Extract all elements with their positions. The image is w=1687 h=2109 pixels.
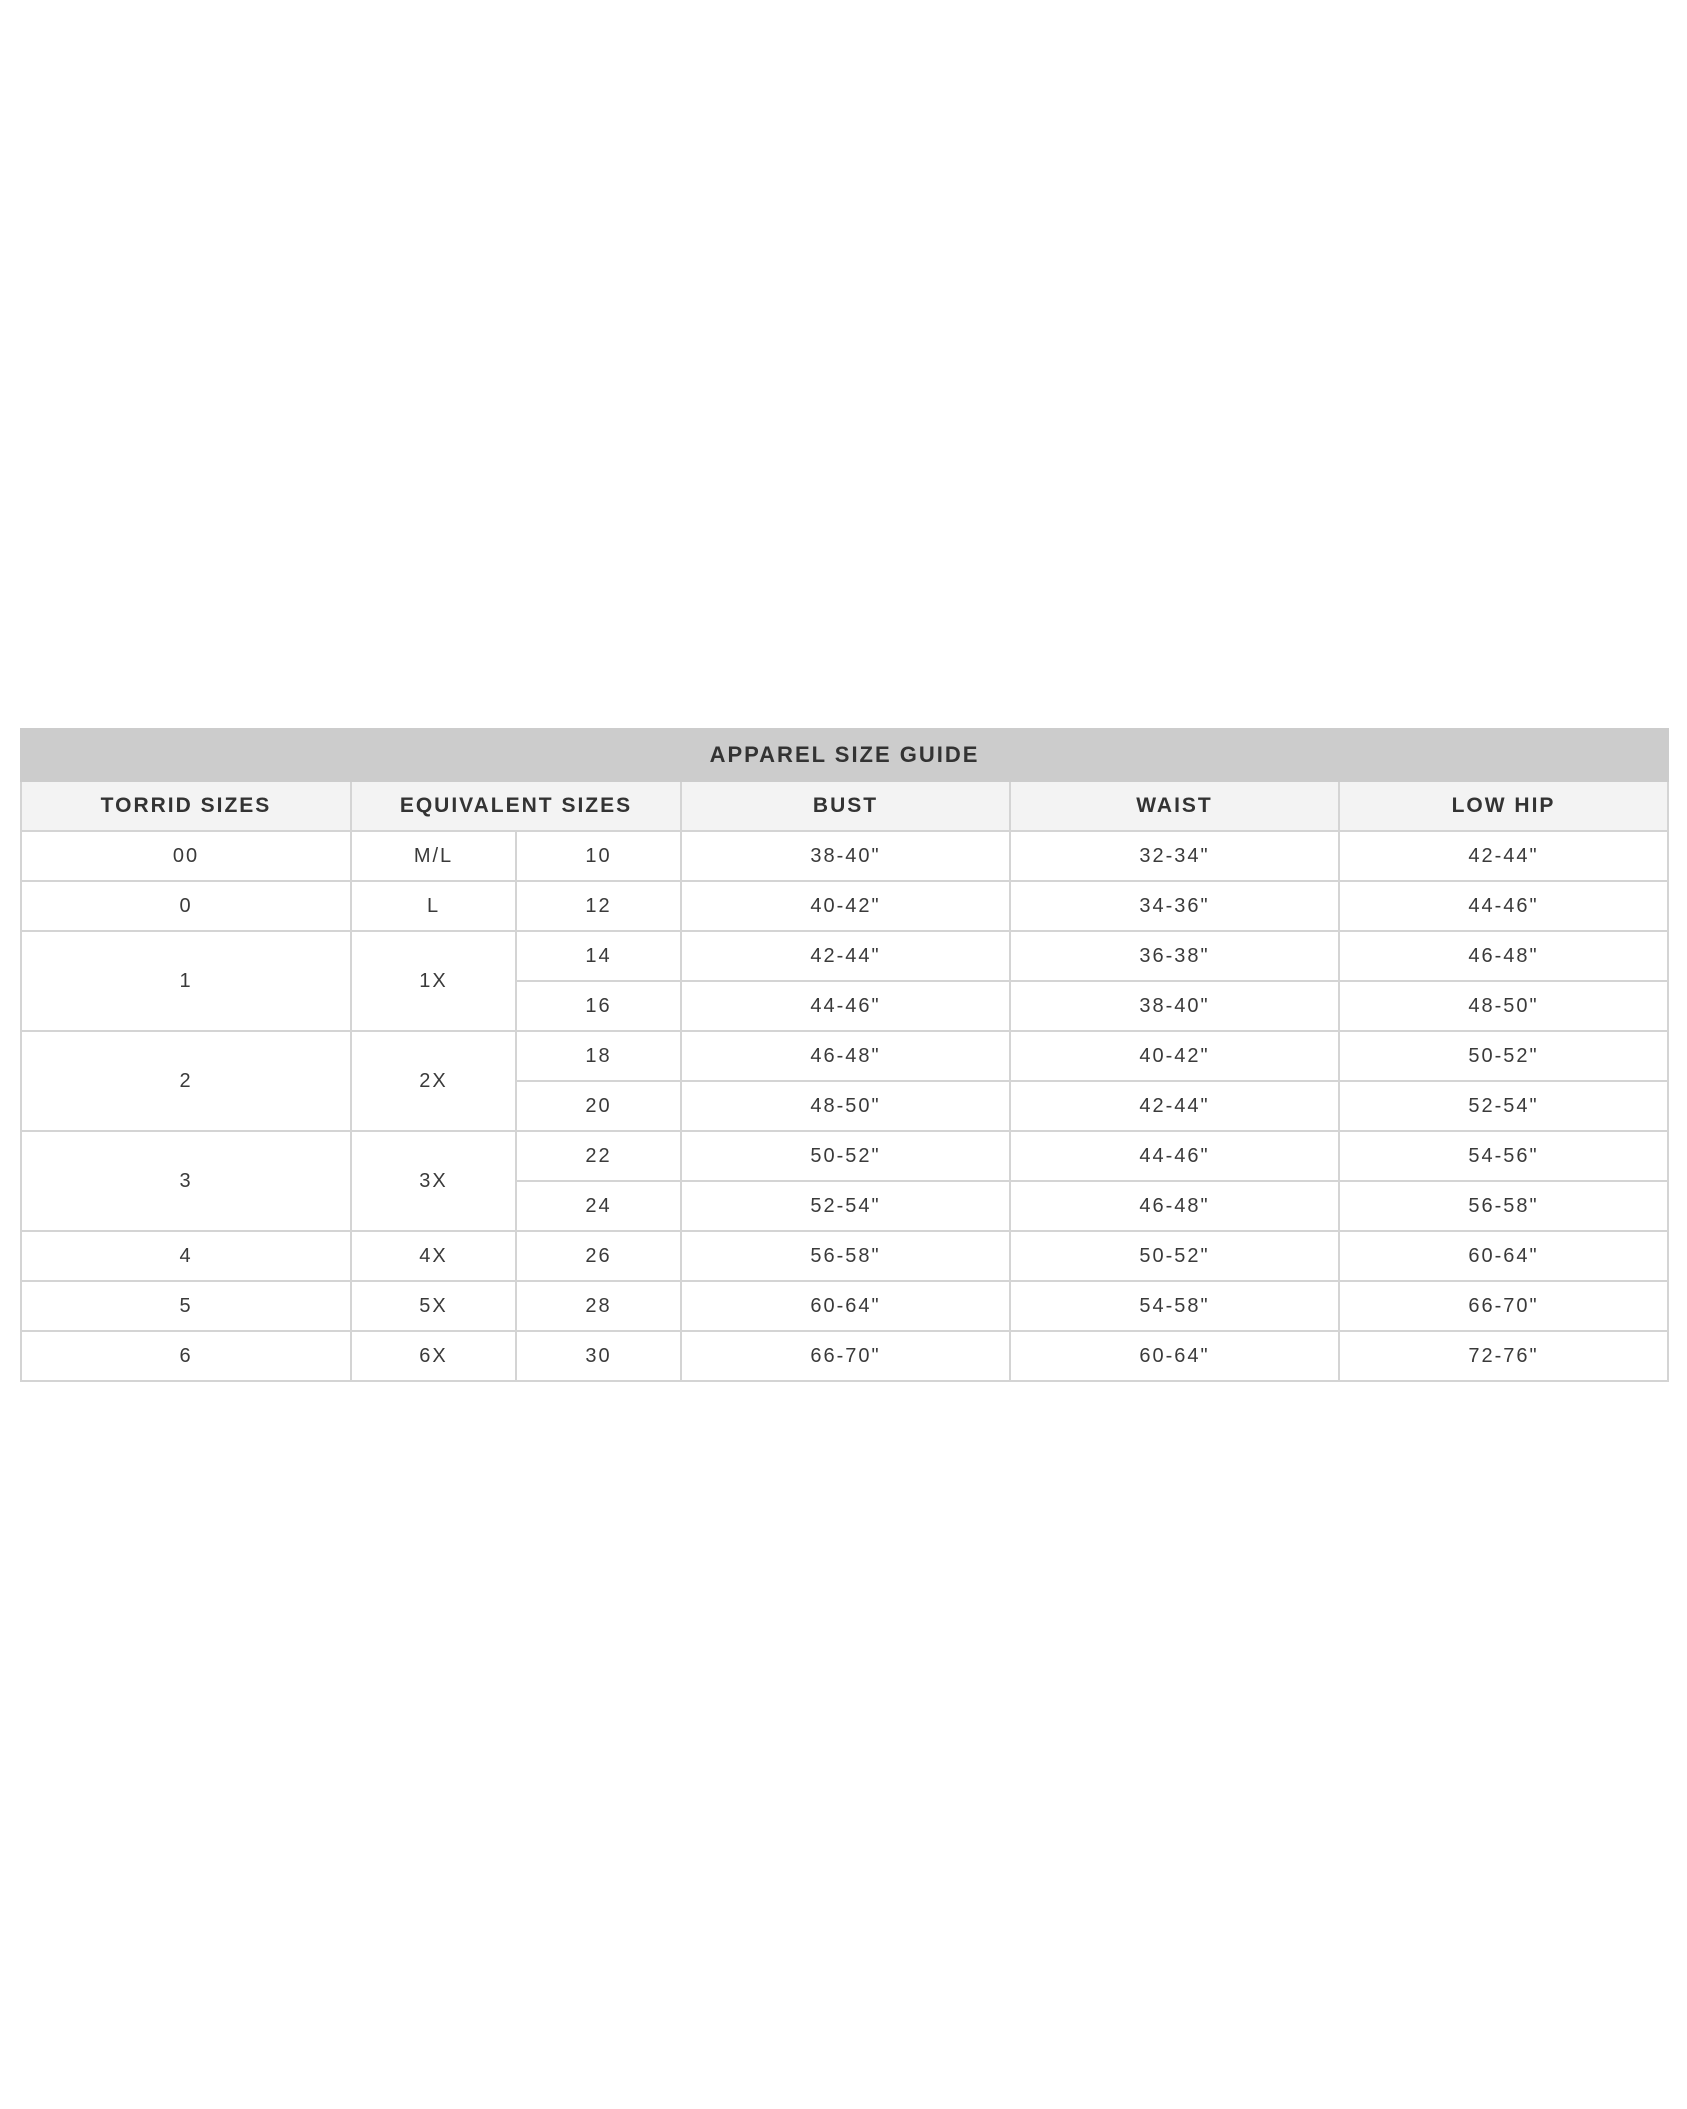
low-hip-cell: 52-54" — [1339, 1081, 1668, 1131]
waist-cell: 36-38" — [1010, 931, 1339, 981]
header-torrid-sizes: TORRID SIZES — [21, 781, 351, 831]
torrid-size-cell: 5 — [21, 1281, 351, 1331]
bust-cell: 60-64" — [681, 1281, 1010, 1331]
header-low-hip: LOW HIP — [1339, 781, 1668, 831]
equivalent-letter-cell: L — [351, 881, 516, 931]
equivalent-letter-cell: 3X — [351, 1131, 516, 1231]
table-row — [21, 1281, 1668, 1331]
table-row — [21, 831, 1668, 881]
equivalent-letter-cell: 6X — [351, 1331, 516, 1381]
header-equivalent-sizes: EQUIVALENT SIZES — [351, 781, 681, 831]
torrid-size-cell: 2 — [21, 1031, 351, 1131]
waist-cell: 32-34" — [1010, 831, 1339, 881]
waist-cell: 38-40" — [1010, 981, 1339, 1031]
equivalent-numeric-cell: 18 — [516, 1031, 681, 1081]
equivalent-letter-cell: 1X — [351, 931, 516, 1031]
equivalent-numeric-cell: 22 — [516, 1131, 681, 1181]
equivalent-numeric-cell: 12 — [516, 881, 681, 931]
equivalent-numeric-cell: 10 — [516, 831, 681, 881]
equivalent-numeric-cell: 24 — [516, 1181, 681, 1231]
equivalent-numeric-cell: 30 — [516, 1331, 681, 1381]
table-row — [21, 931, 1668, 981]
bust-cell: 44-46" — [681, 981, 1010, 1031]
low-hip-cell: 50-52" — [1339, 1031, 1668, 1081]
table-title: APPAREL SIZE GUIDE — [21, 729, 1668, 781]
equivalent-numeric-cell: 16 — [516, 981, 681, 1031]
equivalent-letter-cell: 2X — [351, 1031, 516, 1131]
waist-cell: 34-36" — [1010, 881, 1339, 931]
table-row — [21, 1331, 1668, 1381]
equivalent-numeric-cell: 28 — [516, 1281, 681, 1331]
torrid-size-cell: 6 — [21, 1331, 351, 1381]
table-row — [21, 881, 1668, 931]
equivalent-letter-cell: 4X — [351, 1231, 516, 1281]
low-hip-cell: 54-56" — [1339, 1131, 1668, 1181]
torrid-size-cell: 00 — [21, 831, 351, 881]
size-table-body — [21, 831, 1668, 1381]
bust-cell: 48-50" — [681, 1081, 1010, 1131]
bust-cell: 66-70" — [681, 1331, 1010, 1381]
bust-cell: 50-52" — [681, 1131, 1010, 1181]
waist-cell: 40-42" — [1010, 1031, 1339, 1081]
low-hip-cell: 56-58" — [1339, 1181, 1668, 1231]
waist-cell: 42-44" — [1010, 1081, 1339, 1131]
size-guide-table — [20, 728, 1669, 1382]
bust-cell: 38-40" — [681, 831, 1010, 881]
equivalent-numeric-cell: 20 — [516, 1081, 681, 1131]
torrid-size-cell: 3 — [21, 1131, 351, 1231]
equivalent-letter-cell: M/L — [351, 831, 516, 881]
low-hip-cell: 48-50" — [1339, 981, 1668, 1031]
header-row — [21, 781, 1668, 831]
table-row — [21, 1131, 1668, 1181]
waist-cell: 44-46" — [1010, 1131, 1339, 1181]
equivalent-numeric-cell: 26 — [516, 1231, 681, 1281]
waist-cell: 50-52" — [1010, 1231, 1339, 1281]
low-hip-cell: 44-46" — [1339, 881, 1668, 931]
table-row — [21, 1231, 1668, 1281]
torrid-size-cell: 4 — [21, 1231, 351, 1281]
low-hip-cell: 72-76" — [1339, 1331, 1668, 1381]
equivalent-letter-cell: 5X — [351, 1281, 516, 1331]
header-bust: BUST — [681, 781, 1010, 831]
bust-cell: 46-48" — [681, 1031, 1010, 1081]
title-row — [21, 729, 1668, 781]
bust-cell: 52-54" — [681, 1181, 1010, 1231]
waist-cell: 46-48" — [1010, 1181, 1339, 1231]
torrid-size-cell: 0 — [21, 881, 351, 931]
waist-cell: 60-64" — [1010, 1331, 1339, 1381]
low-hip-cell: 66-70" — [1339, 1281, 1668, 1331]
torrid-size-cell: 1 — [21, 931, 351, 1031]
low-hip-cell: 46-48" — [1339, 931, 1668, 981]
equivalent-numeric-cell: 14 — [516, 931, 681, 981]
header-waist: WAIST — [1010, 781, 1339, 831]
low-hip-cell: 60-64" — [1339, 1231, 1668, 1281]
bust-cell: 42-44" — [681, 931, 1010, 981]
low-hip-cell: 42-44" — [1339, 831, 1668, 881]
bust-cell: 56-58" — [681, 1231, 1010, 1281]
bust-cell: 40-42" — [681, 881, 1010, 931]
table-row — [21, 1031, 1668, 1081]
waist-cell: 54-58" — [1010, 1281, 1339, 1331]
